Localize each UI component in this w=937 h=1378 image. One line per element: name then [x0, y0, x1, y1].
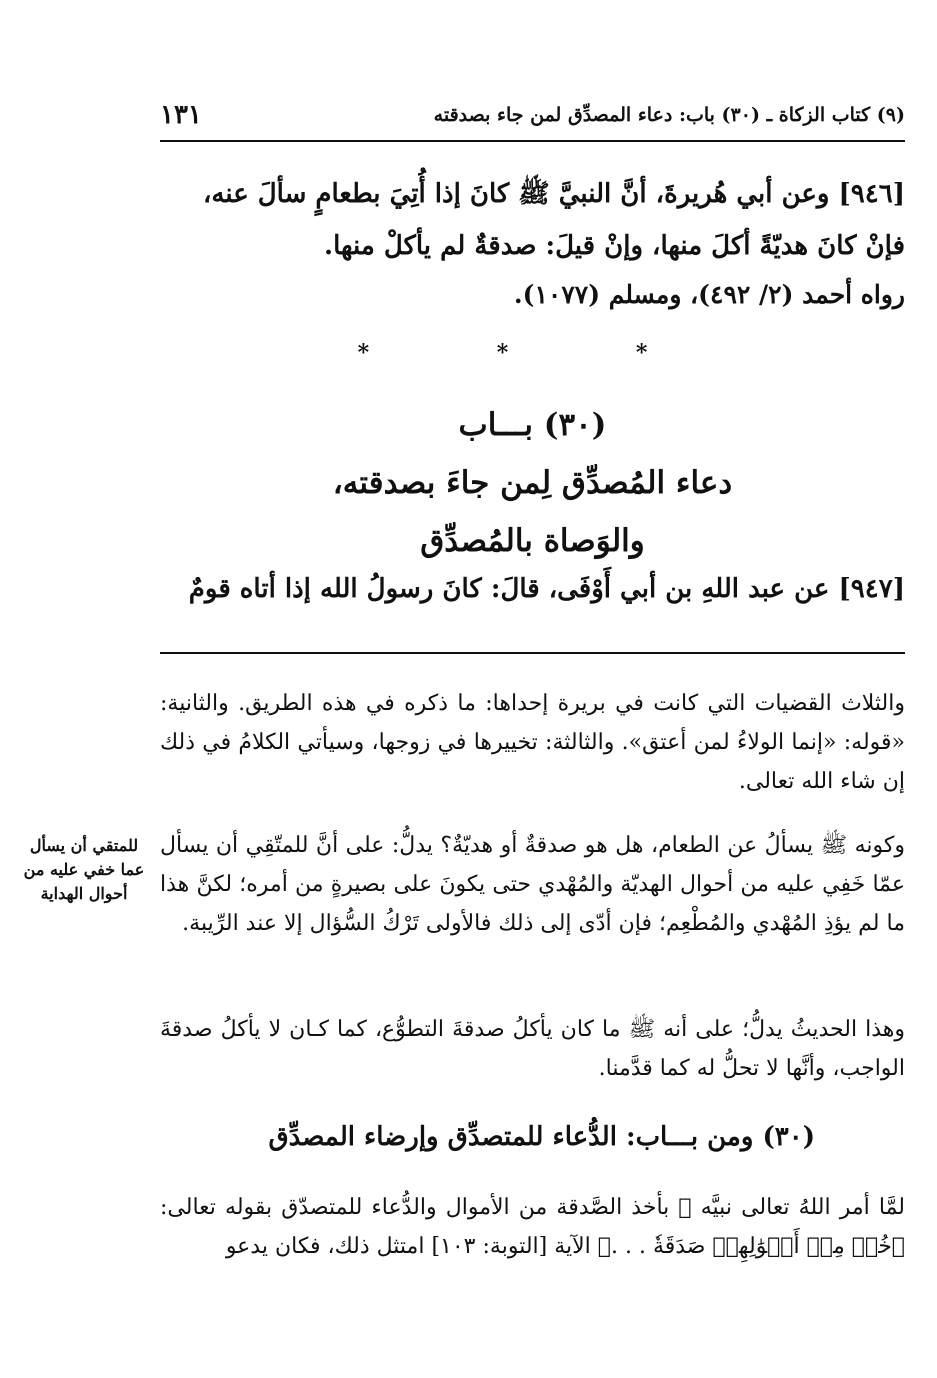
commentary-section-heading: (٣٠) ومن بـــاب: الدُّعاء للمتصدِّق وإرضاء المصدِّق: [268, 1122, 815, 1152]
hadith-947: [٩٤٧] عن عبد اللهِ بن أبي أَوْفَى، قالَ: كانَ رسولُ الله إذا أتاه قومٌ: [188, 574, 905, 604]
hadith-946-line1: [٩٤٦] وعن أبي هُريرةَ، أنَّ النبيَّ ﷺ كانَ إذا أُتِيَ بطعامٍ سألَ عنه،: [203, 179, 905, 209]
margin-note: للمتقي أن يسأل عما خفي عليه من أحوال الهداية: [23, 836, 145, 903]
commentary-paragraph-2: وكونه ﷺ يسألُ عن الطعام، هل هو صدقةٌ أو هديّةٌ؟ يدلُّ: على أنَّ للمتّقِي أن يسأل عمّا خَفِي عليه من أحوال الهديّة والمُهْدي حتى يكونَ على بصيرةٍ من أمره؛ لكنَّ هذا ما لم يؤذِ المُهْدي والمُطْعِم؛ فإن أدّى إلى ذلك فالأولى تَرْكُ السُّؤال إلا عند الرِّيبة.: [160, 833, 905, 936]
hadith-946-source: رواه أحمد (٢/ ٤٩٢)، ومسلم (١٠٧٧).: [513, 280, 905, 309]
page-header: [160, 100, 905, 142]
chapter-title-line2: والوَصاة بالمُصدِّق: [420, 523, 645, 559]
running-title: (٩) كتاب الزكاة ـ (٣٠) باب: دعاء المصدِّق لمن جاء بصدقته: [433, 104, 905, 126]
separator-stars: * * *: [357, 340, 708, 366]
chapter-number: (٣٠) بـــاب: [458, 407, 607, 443]
commentary-paragraph-3: وهذا الحديثُ يدلُّ؛ على أنه ﷺ ما كان يأكلُ صدقةَ التطوُّع، كما كـان لا يأكلُ صدقةَ الواجب، وأنَّها لا تحلُّ له كما قدَّمنا.: [160, 1017, 905, 1081]
footnote-separator: [160, 652, 905, 654]
commentary-paragraph-4: لمَّا أمر اللهُ تعالى نبيَّه ﷺ بأخذ الصَّدقة من الأموال والدُّعاء للمتصدّق بقوله تعالى: ﴿خُذۡ مِنۡ أَمۡوَٰلِهِمۡ صَدَقَةٗ . . .﴾ الآية [التوبة: ١٠٣] امتثل ذلك، فكان يدعو: [160, 1195, 905, 1259]
page-number: ١٣١: [160, 100, 202, 130]
chapter-heading: [160, 396, 905, 570]
chapter-title-line1: دعاء المُصدِّق لِمن جاءَ بصدقته،: [332, 465, 733, 501]
commentary-paragraph-1: والثلاث القضيات التي كانت في بريرة إحداها: ما ذكره في هذه الطريق. والثانية: «قوله: «إنما الولاءُ لمن أعتق». والثالثة: تخييرها في زوجها، وسيأتي الكلامُ في ذلك إن شاء الله تعالى.: [160, 691, 905, 794]
hadith-946: [160, 168, 905, 272]
hadith-946-line2: فإنْ كانَ هديّةً أكلَ منها، وإنْ قيلَ: صدقةٌ لم يأكلْ منها.: [324, 231, 905, 261]
